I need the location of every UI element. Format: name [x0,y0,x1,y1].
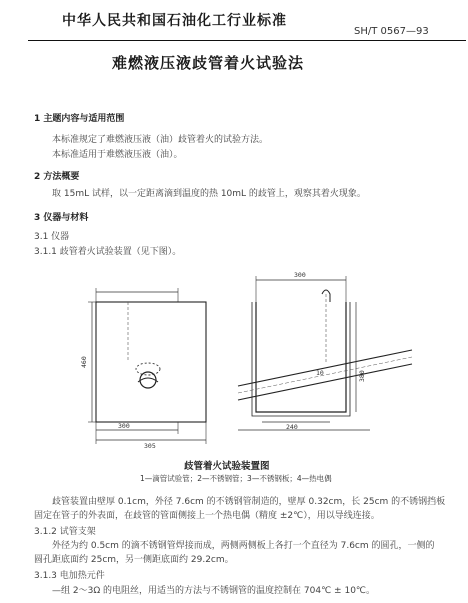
manifold-pipe-upper [238,350,412,386]
header-rule [28,40,466,41]
manifold-pipe-hidden [136,363,160,375]
manifold-pipe-arc [138,378,158,382]
paragraph-4: 圆孔距底面约 25cm，另一侧距底面约 29.2cm。 [34,555,234,565]
section-3-1-heading: 3.1 仪器 [34,232,70,242]
dim-240-label: 240 [286,423,298,431]
dim-300-right-label: 300 [294,271,306,279]
standard-code: SH/T 0567—93 [354,26,429,37]
paragraph-2: 固定在管子的外表面，在歧管的管面侧接上一个热电偶（精度 ±2℃），用以导线连接。 [34,511,380,521]
dim-460-label: 460 [80,356,88,368]
dim-305-bottom-label: 305 [144,442,156,450]
dim-300-bottom-label: 300 [118,422,130,430]
section-1-line-2: 本标准适用于难燃液压液（油）。 [52,150,183,160]
dim-10-label: 10 [316,369,324,377]
manifold-pipe-section [140,372,156,388]
dim-380-label: 380 [358,370,366,382]
manifold-pipe-axis [238,357,412,393]
side-view-frame-outer [252,302,350,416]
section-1-heading: 1 主题内容与适用范围 [34,114,125,124]
section-1-line-1: 本标准规定了难燃液压液（油）歧管着火的试验方法。 [52,135,269,145]
section-3-heading: 3 仪器与材料 [34,213,89,223]
manifold-pipe-lower [238,364,412,400]
paragraph-5: —组 2～3Ω 的电阻丝，用适当的方法与不锈钢管的温度控制在 704℃ ± 10℃。 [52,586,376,596]
section-3-1-2-heading: 3.1.2 试管支架 [34,527,96,537]
manifold-ignition-apparatus-diagram [0,262,468,462]
figure-caption: 歧管着火试验装置图 [184,461,270,472]
side-view-frame [256,302,346,412]
section-2-line-1: 取 15mL 试样，以一定距离滴到温度的热 10mL 的歧管上，观察其着火现象。 [52,189,366,199]
figure-note: 1—滴管试验管；2—不锈钢管；3—不锈钢板；4—热电偶 [140,474,332,483]
section-3-1-3-heading: 3.1.3 电加热元件 [34,571,105,581]
section-3-1-1-heading: 3.1.1 歧管着火试验装置（见下图）。 [34,247,182,257]
page-title: 难燃液压液歧管着火试验法 [112,54,305,72]
section-2-heading: 2 方法概要 [34,172,80,182]
front-view-frame [96,302,206,422]
paragraph-1: 歧管装置由壁厚 0.1cm，外径 7.6cm 的不锈钢管制造的，壁厚 0.32cm，长 25cm 的不锈钢挡板 [52,497,446,507]
standard-body-header: 中华人民共和国石油化工行业标准 [62,13,287,29]
paragraph-3: 外径为约 0.5cm 的滴不锈钢管焊接而成，两侧两侧板上各打一个直径为 7.6cm 的圆孔，一侧的 [52,541,435,551]
